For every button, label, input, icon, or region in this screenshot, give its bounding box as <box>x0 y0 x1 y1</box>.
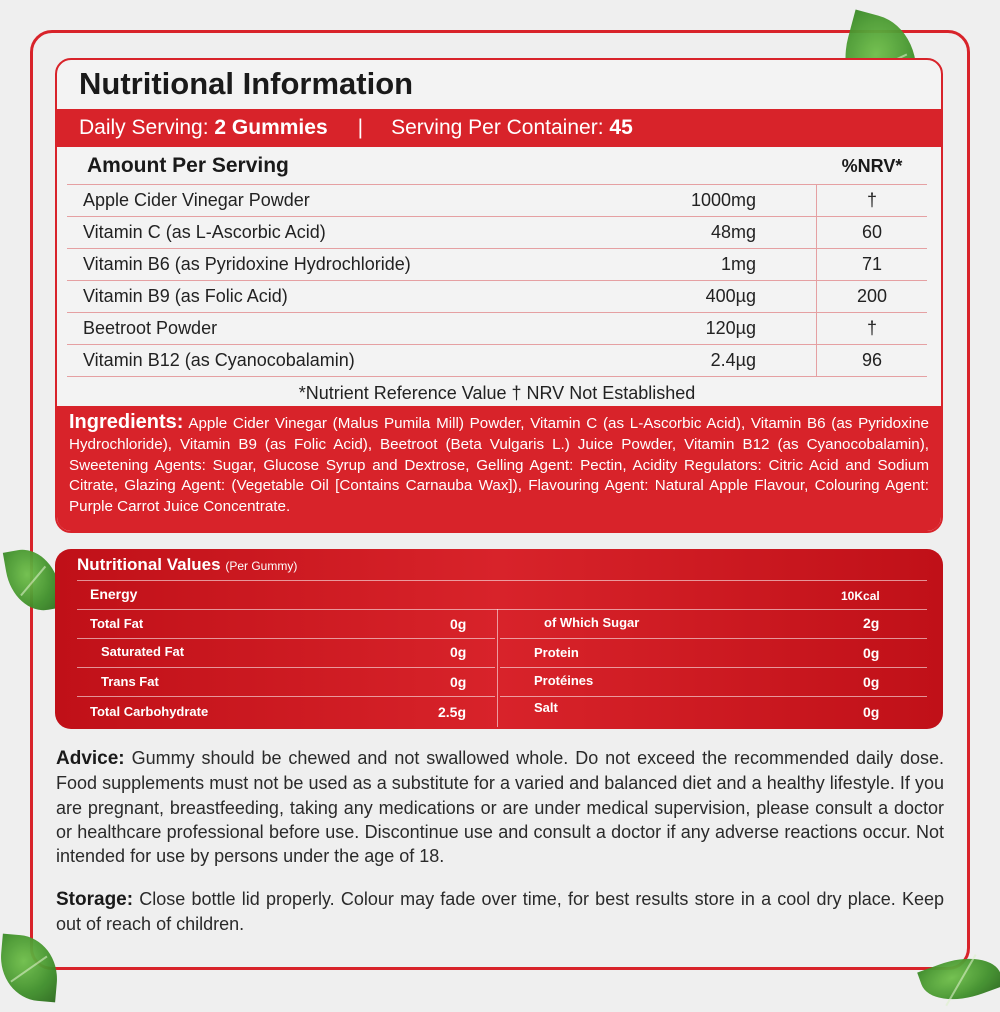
nutrient-amount: 120µg <box>705 318 756 338</box>
proteines-value: 0g <box>863 674 880 690</box>
serving-bar <box>57 109 941 147</box>
divider <box>77 609 927 610</box>
nutritional-information-panel <box>55 58 943 533</box>
total-carbohydrate-value: 2.5g <box>438 704 467 720</box>
advice-text: Gummy should be chewed and not swallowed whole. Do not exceed the recommended daily dose. Food supplements must not be used as a substitute for a varied and balanced diet and a healthy lifestyle. If you are pregnant, breastfeeding, taking any medications or are under medical supervision, please consult a doctor or healthcare professional before use. Discontinue use and consult a doctor if any adverse reactions occur. Not intended for use by persons under the age of 18. <box>56 748 944 867</box>
saturated-fat-value: 0g <box>450 644 467 660</box>
nutrient-nrv: 71 <box>816 249 927 280</box>
nutrient-amount: 2.4µg <box>710 350 756 370</box>
nutrient-name: Apple Cider Vinegar Powder <box>83 190 310 210</box>
nutrient-name: Beetroot Powder <box>83 318 218 338</box>
nutrient-nrv: † <box>816 313 927 344</box>
energy-value: 10Kcal <box>841 589 880 603</box>
ingredients-text: Apple Cider Vinegar (Malus Pumila Mill) Powder, Vitamin C (as L-Ascorbic Acid), Vitamin B6 (as Pyridoxine Hydrochloride), Vitamin B9 (as Folic Acid), Beetroot (Beta Vulgaris L.) Juice Powder, Vitamin B12 (as Cyanocobalamin), Sweetening Agents: Sugar, Glucose Syrup and Dextrose, Gelling Agent: Pectin, Acidity Regulators: Citric Acid and Sodium Citrate, Glazing Agent: (Vegetable Oil [Contains Carnauba Wax]), Flavouring Agent: Natural Apple Flavour, Colouring Agent: Purple Carrot Juice Concentrate. <box>69 415 929 516</box>
ingredients-label: Ingredients: <box>69 411 184 433</box>
storage-section <box>56 887 944 937</box>
divider <box>77 667 495 668</box>
nutrient-nrv: 200 <box>816 281 927 312</box>
divider <box>77 580 927 581</box>
advice-label: Advice: <box>56 748 125 769</box>
daily-serving-value: 2 Gummies <box>214 116 328 139</box>
proteines-label: Protéines <box>534 673 594 688</box>
divider <box>77 638 495 639</box>
trans-fat-value: 0g <box>450 674 467 690</box>
divider <box>500 638 927 639</box>
table-row <box>67 345 927 377</box>
nrv-footnote: *Nutrient Reference Value † NRV Not Established <box>298 383 696 403</box>
ingredients-box <box>57 406 941 533</box>
daily-serving-label: Daily Serving: <box>79 116 209 139</box>
trans-fat-label: Trans Fat <box>101 674 159 689</box>
table-row <box>67 217 927 249</box>
storage-label: Storage: <box>56 889 134 910</box>
nutrient-amount: 400µg <box>705 286 756 306</box>
divider <box>497 609 498 727</box>
nutrient-nrv: 96 <box>816 345 927 376</box>
nutrient-name: Vitamin B12 (as Cyanocobalamin) <box>83 350 355 370</box>
nutritional-values-panel <box>55 549 943 729</box>
table-row <box>67 249 927 281</box>
nutrient-name: Vitamin C (as L-Ascorbic Acid) <box>83 222 326 242</box>
total-carbohydrate-label: Total Carbohydrate <box>90 704 209 719</box>
nutrient-amount: 1mg <box>720 254 756 274</box>
nutritional-values-heading: Nutritional Values <box>77 555 221 574</box>
table-row <box>67 185 927 217</box>
nutrient-name: Vitamin B9 (as Folic Acid) <box>83 286 288 306</box>
energy-label: Energy <box>90 586 138 602</box>
nutrition-table-header <box>67 148 927 185</box>
nutritional-values-title <box>77 555 297 575</box>
per-container-value: 45 <box>609 116 633 139</box>
nutrient-amount: 1000mg <box>690 190 756 210</box>
serving-separator: | <box>357 116 364 139</box>
table-row <box>67 281 927 313</box>
divider <box>500 667 927 668</box>
nutrient-nrv: 60 <box>816 217 927 248</box>
protein-label: Protein <box>534 645 579 660</box>
salt-label: Salt <box>534 700 558 715</box>
divider <box>500 696 927 697</box>
total-fat-value: 0g <box>450 616 467 632</box>
nutrition-table <box>67 148 927 404</box>
saturated-fat-label: Saturated Fat <box>101 644 185 659</box>
nutrient-amount: 48mg <box>710 222 756 242</box>
salt-value: 0g <box>863 704 880 720</box>
nrv-header: %NRV* <box>841 155 903 176</box>
amount-per-serving-header: Amount Per Serving <box>87 154 289 177</box>
divider <box>77 696 495 697</box>
nutritional-values-subtitle: (Per Gummy) <box>225 559 298 573</box>
total-fat-label: Total Fat <box>90 616 144 631</box>
sugar-label: of Which Sugar <box>544 615 640 630</box>
table-row <box>67 313 927 345</box>
nutrient-name: Vitamin B6 (as Pyridoxine Hydrochloride) <box>83 254 411 274</box>
per-container-label: Serving Per Container: <box>391 116 604 139</box>
sugar-value: 2g <box>863 615 880 631</box>
protein-value: 0g <box>863 645 880 661</box>
nutrient-nrv: † <box>816 185 927 216</box>
nutritional-information-title: Nutritional Information <box>79 66 414 101</box>
advice-section <box>56 746 944 868</box>
storage-text: Close bottle lid properly. Colour may fade over time, for best results store in a cool dry place. Keep out of reach of children. <box>56 889 944 935</box>
